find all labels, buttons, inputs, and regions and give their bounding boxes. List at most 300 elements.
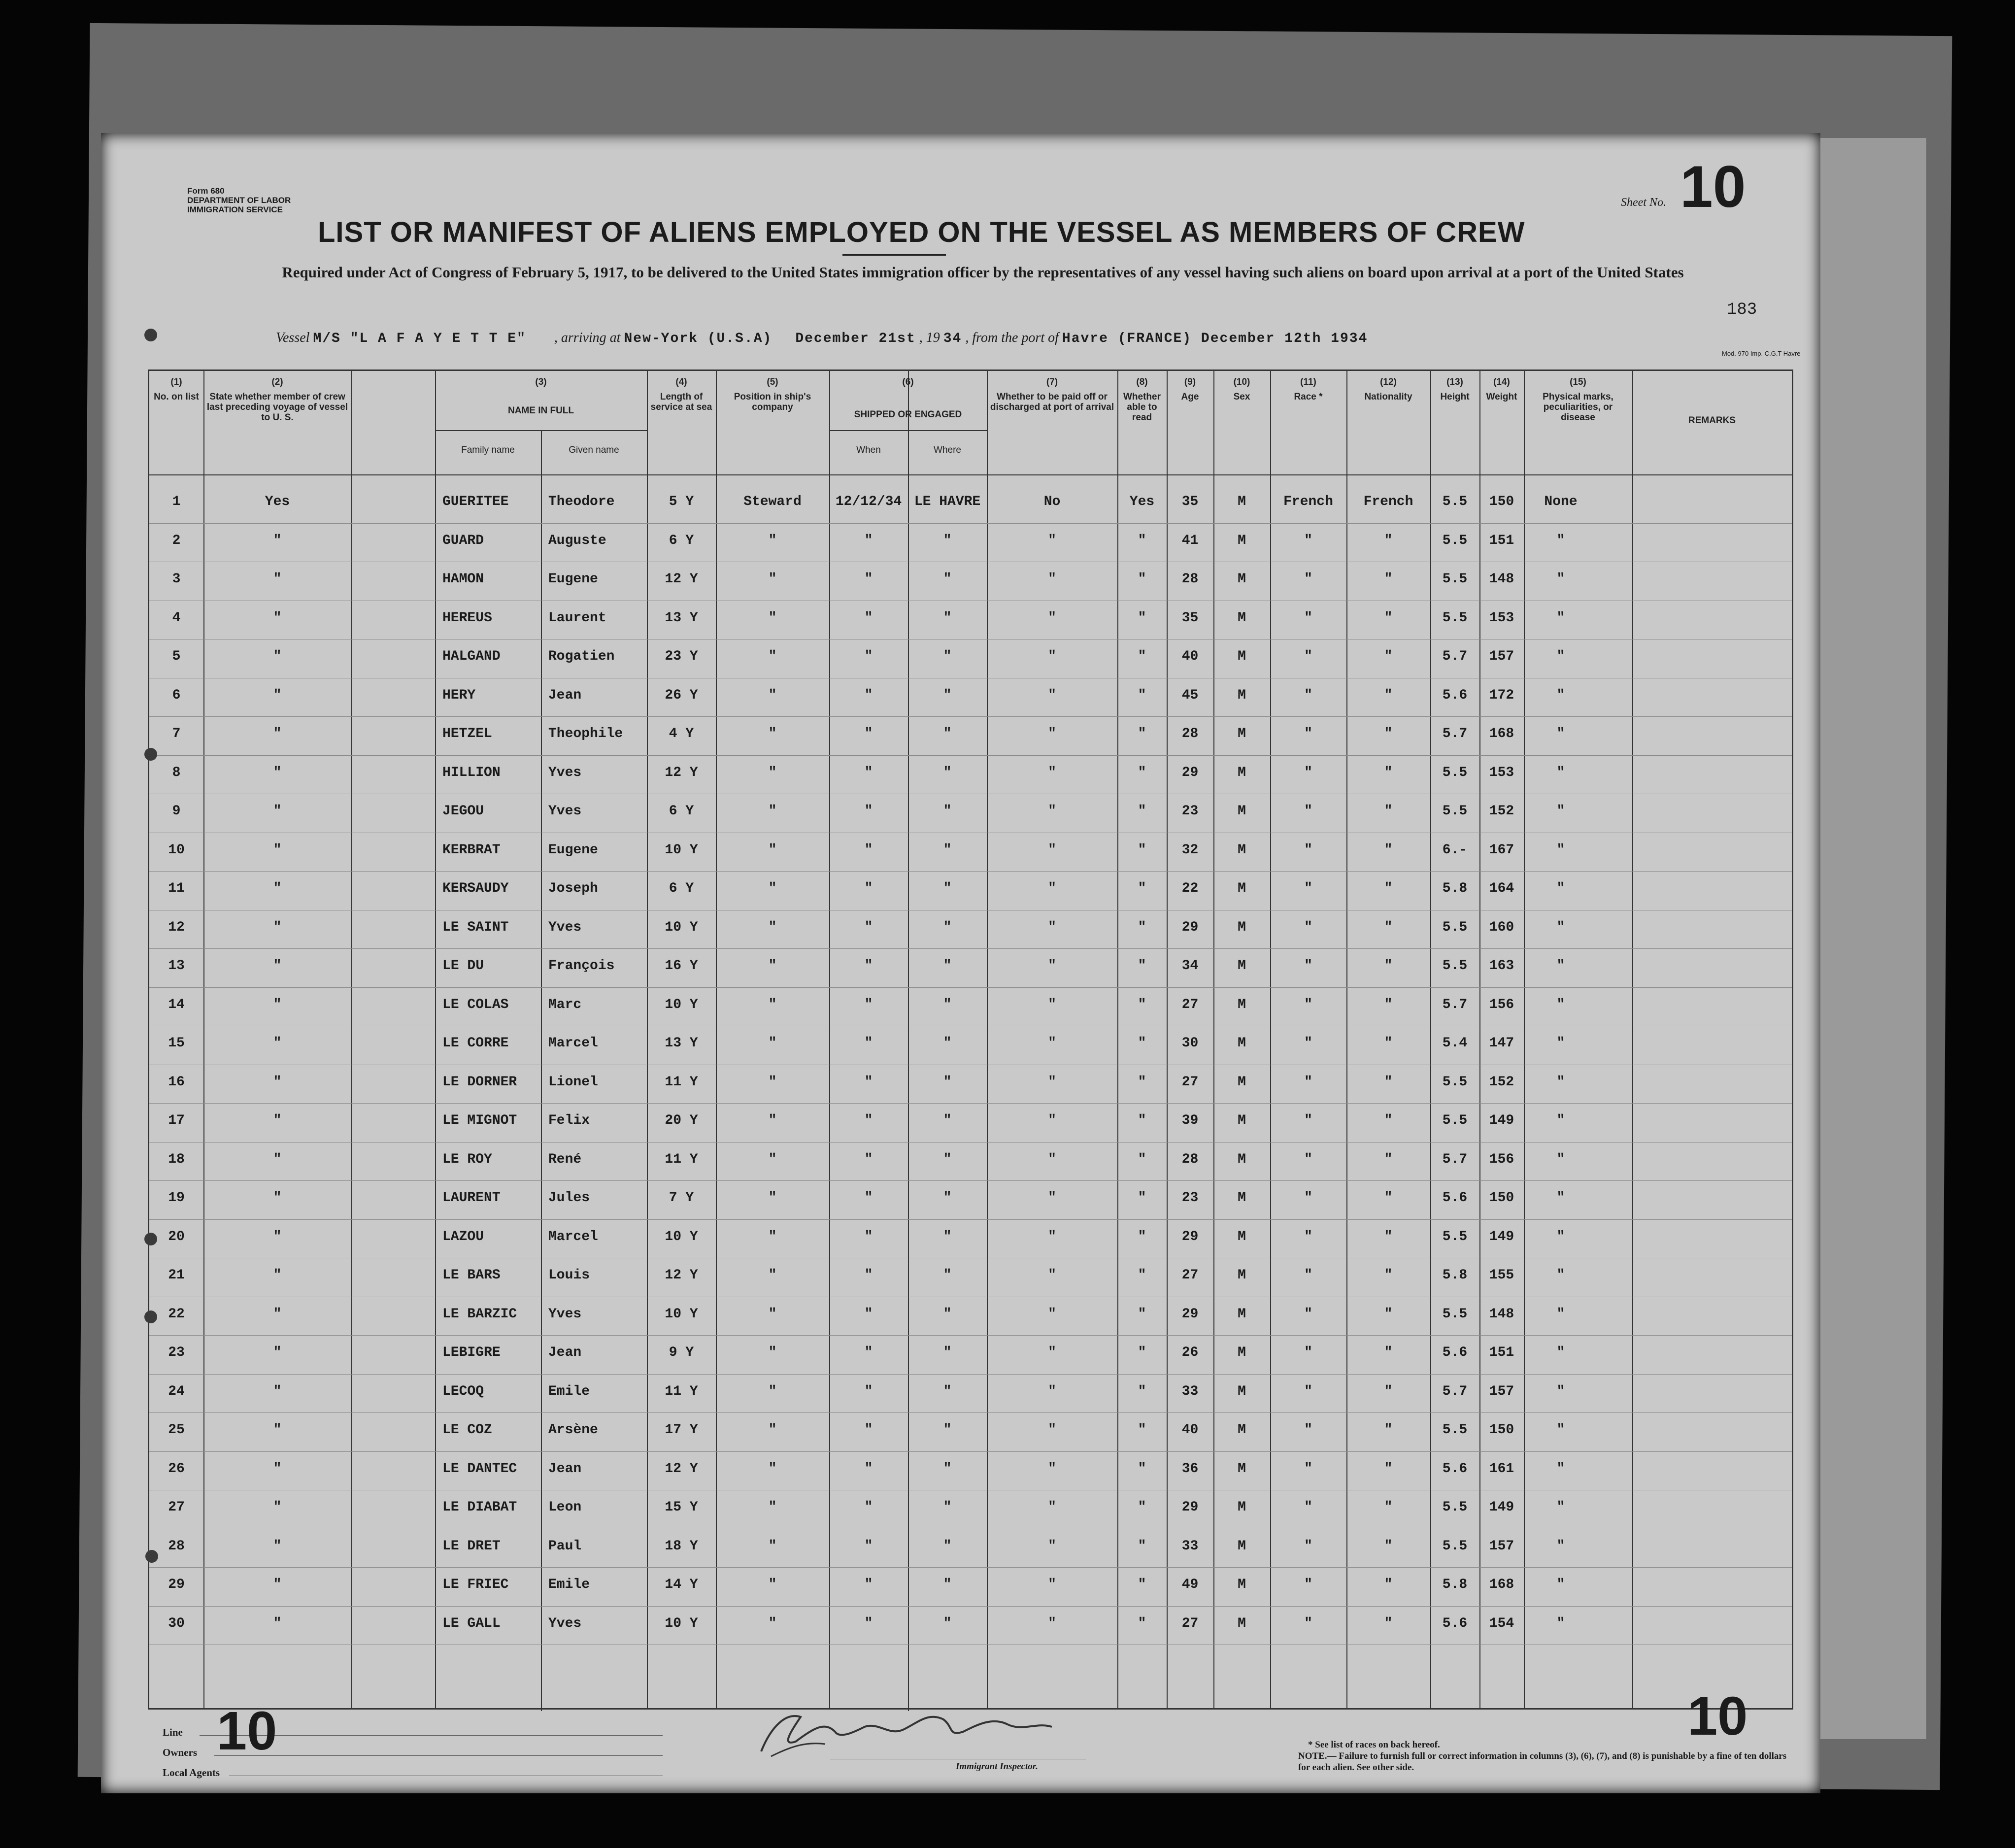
cell-when: ": [864, 610, 873, 626]
cell-sex: M: [1238, 1422, 1246, 1438]
column-header: Whether able to read: [1123, 392, 1161, 423]
cell-given: Jean: [548, 1345, 582, 1360]
punch-hole: [144, 329, 157, 341]
cell-read: ": [1138, 1036, 1146, 1051]
cell-weight: 156: [1489, 997, 1514, 1012]
cell-given: Arsène: [548, 1422, 598, 1438]
cell-service: 20 Y: [665, 1113, 698, 1128]
cell-race: ": [1304, 533, 1312, 548]
cell-weight: 147: [1489, 1036, 1514, 1051]
cell-no: 30: [168, 1615, 185, 1631]
cell-service: 17 Y: [665, 1422, 698, 1438]
cell-family: LE DORNER: [442, 1074, 517, 1090]
cell-marks: ": [1556, 1229, 1565, 1244]
cell-sex: M: [1238, 1615, 1246, 1631]
cell-sex: M: [1238, 997, 1246, 1012]
cell-height: 5.5: [1442, 1113, 1468, 1128]
cell-given: Yves: [548, 804, 582, 819]
cell-where: LE HAVRE: [914, 494, 981, 509]
cell-age: 29: [1181, 765, 1199, 780]
cell-given: Paul: [548, 1538, 582, 1554]
cell-family: KERSAUDY: [442, 881, 509, 896]
cell-when: ": [864, 1577, 873, 1592]
cell-read: ": [1138, 919, 1146, 935]
cell-height: 5.7: [1442, 1383, 1468, 1399]
cell-family: LE COLAS: [442, 997, 509, 1012]
cell-race: ": [1304, 687, 1312, 703]
cell-paid: ": [1048, 1422, 1056, 1438]
column-header: Whether to be paid off or discharged at port of arrival: [990, 392, 1114, 412]
cell-family: GUARD: [442, 533, 484, 548]
stamp-number-left: 10: [217, 1701, 277, 1761]
cell-when: ": [864, 1190, 873, 1206]
cell-no: 21: [168, 1268, 185, 1283]
cell-no: 3: [172, 571, 181, 587]
form-number: Form 680: [187, 186, 225, 196]
cell-marks: ": [1556, 1538, 1565, 1554]
punch-hole: [144, 748, 157, 761]
cell-marks: ": [1556, 997, 1565, 1012]
cell-age: 40: [1181, 649, 1199, 664]
cell-family: KERBRAT: [442, 842, 501, 858]
cell-family: LE MIGNOT: [442, 1113, 517, 1128]
arrival-year: 34: [943, 331, 962, 346]
cell-read: ": [1138, 687, 1146, 703]
cell-weight: 149: [1489, 1113, 1514, 1128]
cell-race: ": [1304, 1268, 1312, 1283]
cell-nat: ": [1384, 1190, 1393, 1206]
cell-read: ": [1138, 1229, 1146, 1244]
cell-position: ": [768, 649, 777, 664]
cell-position: ": [768, 881, 777, 896]
cell-read: ": [1138, 1538, 1146, 1554]
cell-nat: ": [1384, 765, 1393, 780]
cell-family: LE DRET: [442, 1538, 501, 1554]
cell-paid: ": [1048, 1190, 1056, 1206]
cell-marks: ": [1556, 1383, 1565, 1399]
departure-port: Havre (FRANCE) December 12th 1934: [1062, 331, 1368, 346]
column-header: Weight: [1486, 392, 1517, 402]
cell-paid: ": [1048, 881, 1056, 896]
cell-marks: ": [1556, 1500, 1565, 1515]
cell-age: 40: [1181, 1422, 1199, 1438]
cell-no: 9: [172, 804, 181, 819]
cell-height: 5.6: [1442, 1345, 1468, 1360]
cell-when: ": [864, 1229, 873, 1244]
cell-race: ": [1304, 1461, 1312, 1477]
cell-weight: 152: [1489, 1074, 1514, 1090]
cell-race: ": [1304, 1500, 1312, 1515]
cell-sex: M: [1238, 571, 1246, 587]
cell-paid: ": [1048, 765, 1056, 780]
local-agents-label: Local Agents: [163, 1767, 220, 1779]
cell-weight: 153: [1489, 765, 1514, 780]
column-divider: [1632, 371, 1633, 1708]
cell-race: ": [1304, 1190, 1312, 1206]
cell-when: ": [864, 765, 873, 780]
cell-sex: M: [1238, 1190, 1246, 1206]
cell-nat: ": [1384, 571, 1393, 587]
cell-read: ": [1138, 1151, 1146, 1167]
cell-sex: M: [1238, 1461, 1246, 1477]
row-rule: [149, 1103, 1792, 1104]
cell-weight: 149: [1489, 1229, 1514, 1244]
cell-crew: ": [273, 1422, 282, 1438]
cell-when: ": [864, 1151, 873, 1167]
cell-height: 6.-: [1442, 842, 1468, 858]
cell-service: 6 Y: [669, 881, 694, 896]
cell-marks: ": [1556, 1190, 1565, 1206]
cell-no: 11: [168, 881, 185, 896]
cell-given: Joseph: [548, 881, 598, 896]
cell-age: 39: [1181, 1113, 1199, 1128]
cell-given: Emile: [548, 1577, 590, 1592]
cell-crew: ": [273, 1500, 282, 1515]
cell-paid: ": [1048, 1229, 1056, 1244]
column-subheader: When: [856, 445, 881, 455]
cell-weight: 151: [1489, 1345, 1514, 1360]
cell-given: Marcel: [548, 1229, 598, 1244]
cell-paid: ": [1048, 1500, 1056, 1515]
cell-read: ": [1138, 1422, 1146, 1438]
footnote-races: * See list of races on back hereof.: [1308, 1740, 1440, 1750]
cell-paid: ": [1048, 533, 1056, 548]
cell-position: Steward: [743, 494, 802, 509]
cell-given: Yves: [548, 1615, 582, 1631]
cell-position: ": [768, 842, 777, 858]
cell-crew: ": [273, 533, 282, 548]
cell-age: 29: [1181, 1500, 1199, 1515]
cell-service: 16 Y: [665, 958, 698, 974]
cell-service: 15 Y: [665, 1500, 698, 1515]
cell-marks: ": [1556, 571, 1565, 587]
cell-race: ": [1304, 1151, 1312, 1167]
cell-when: ": [864, 1268, 873, 1283]
cell-service: 6 Y: [669, 804, 694, 819]
cell-weight: 168: [1489, 726, 1514, 741]
cell-nat: ": [1384, 1151, 1393, 1167]
cell-age: 41: [1181, 533, 1199, 548]
cell-marks: ": [1556, 533, 1565, 548]
cell-service: 6 Y: [669, 533, 694, 548]
cell-race: ": [1304, 1229, 1312, 1244]
from-label: , from the port of: [965, 330, 1059, 345]
cell-paid: ": [1048, 1383, 1056, 1399]
cell-position: ": [768, 997, 777, 1012]
row-rule: [149, 523, 1792, 524]
cell-nat: ": [1384, 842, 1393, 858]
cell-paid: ": [1048, 649, 1056, 664]
cell-service: 10 Y: [665, 1615, 698, 1631]
vessel-line: [276, 330, 1368, 346]
cell-crew: ": [273, 1615, 282, 1631]
cell-position: ": [768, 1538, 777, 1554]
cell-nat: French: [1363, 494, 1413, 509]
cell-height: 5.5: [1442, 1538, 1468, 1554]
cell-position: ": [768, 1500, 777, 1515]
column-number: (7): [1046, 377, 1058, 387]
column-header: Height: [1440, 392, 1470, 402]
cell-weight: 153: [1489, 610, 1514, 626]
cell-given: Theophile: [548, 726, 623, 741]
column-header: REMARKS: [1688, 415, 1736, 426]
cell-where: ": [943, 649, 952, 664]
footnote-fine: [1298, 1750, 1791, 1773]
cell-marks: ": [1556, 726, 1565, 741]
owners-rule: [214, 1755, 663, 1756]
cell-age: 33: [1181, 1538, 1199, 1554]
cell-when: ": [864, 1113, 873, 1128]
row-rule: [149, 871, 1792, 872]
cell-service: 18 Y: [665, 1538, 698, 1554]
cell-position: ": [768, 1113, 777, 1128]
cell-read: ": [1138, 1615, 1146, 1631]
cell-paid: ": [1048, 1113, 1056, 1128]
cell-age: 23: [1181, 1190, 1199, 1206]
crew-table: [148, 370, 1793, 1710]
cell-sex: M: [1238, 1074, 1246, 1090]
cell-where: ": [943, 1229, 952, 1244]
cell-no: 24: [168, 1383, 185, 1399]
cell-sex: M: [1238, 494, 1246, 509]
cell-no: 8: [172, 765, 181, 780]
cell-paid: ": [1048, 1345, 1056, 1360]
cell-position: ": [768, 1306, 777, 1322]
cell-service: 11 Y: [665, 1074, 698, 1090]
cell-age: 36: [1181, 1461, 1199, 1477]
cell-when: ": [864, 571, 873, 587]
cell-position: ": [768, 1422, 777, 1438]
cell-when: ": [864, 919, 873, 935]
inspector-signature: [741, 1697, 1062, 1761]
column-number: (8): [1136, 377, 1148, 387]
cell-height: 5.5: [1442, 1229, 1468, 1244]
cell-read: ": [1138, 1500, 1146, 1515]
cell-nat: ": [1384, 1268, 1393, 1283]
cell-no: 29: [168, 1577, 185, 1592]
cell-paid: ": [1048, 1268, 1056, 1283]
note-label: NOTE.: [1298, 1751, 1327, 1761]
cell-when: ": [864, 804, 873, 819]
cell-sex: M: [1238, 726, 1246, 741]
cell-no: 26: [168, 1461, 185, 1477]
cell-weight: 150: [1489, 1190, 1514, 1206]
cell-height: 5.5: [1442, 1074, 1468, 1090]
cell-crew: ": [273, 765, 282, 780]
cell-race: ": [1304, 958, 1312, 974]
cell-race: ": [1304, 1422, 1312, 1438]
row-rule: [149, 755, 1792, 756]
manifest-page: [101, 133, 1820, 1793]
cell-age: 27: [1181, 1615, 1199, 1631]
form-department: DEPARTMENT OF LABOR: [187, 196, 291, 205]
cell-nat: ": [1384, 1461, 1393, 1477]
page-subtitle: Required under Act of Congress of February 5, 1917, to be delivered to the United States immigration officer by the representatives of any vessel having such aliens on board upon arrival at a port of the United States: [282, 264, 1684, 281]
cell-service: 7 Y: [669, 1190, 694, 1206]
cell-paid: ": [1048, 1036, 1056, 1051]
cell-read: ": [1138, 765, 1146, 780]
cell-position: ": [768, 919, 777, 935]
column-number: (4): [675, 377, 687, 387]
cell-weight: 151: [1489, 533, 1514, 548]
cell-height: 5.4: [1442, 1036, 1468, 1051]
cell-crew: ": [273, 997, 282, 1012]
column-number: (6): [902, 377, 914, 387]
cell-where: ": [943, 804, 952, 819]
cell-nat: ": [1384, 804, 1393, 819]
cell-race: ": [1304, 881, 1312, 896]
cell-height: 5.5: [1442, 610, 1468, 626]
column-number: (10): [1233, 377, 1250, 387]
cell-position: ": [768, 1036, 777, 1051]
cell-family: LE DIABAT: [442, 1500, 517, 1515]
cell-given: Rogatien: [548, 649, 615, 664]
cell-height: 5.8: [1442, 881, 1468, 896]
column-divider: [351, 371, 352, 1708]
cell-read: ": [1138, 1268, 1146, 1283]
column-header: Physical marks, peculiarities, or disease: [1543, 392, 1613, 423]
cell-height: 5.6: [1442, 687, 1468, 703]
cell-marks: ": [1556, 649, 1565, 664]
cell-read: ": [1138, 1345, 1146, 1360]
row-rule: [149, 1567, 1792, 1568]
arriving-label: , arriving at: [554, 330, 621, 345]
cell-given: Eugene: [548, 571, 598, 587]
cell-given: Jean: [548, 687, 582, 703]
form-header: [187, 186, 291, 214]
cell-no: 16: [168, 1074, 185, 1090]
vessel-label: Vessel: [276, 330, 310, 345]
cell-sex: M: [1238, 1345, 1246, 1360]
cell-age: 45: [1181, 687, 1199, 703]
cell-given: Jean: [548, 1461, 582, 1477]
cell-height: 5.6: [1442, 1190, 1468, 1206]
cell-family: LE SAINT: [442, 919, 509, 935]
cell-read: ": [1138, 1306, 1146, 1322]
cell-sex: M: [1238, 919, 1246, 935]
cell-family: HILLION: [442, 765, 501, 780]
cell-age: 28: [1181, 1151, 1199, 1167]
footnote: [1298, 1739, 1791, 1773]
cell-family: LE DANTEC: [442, 1461, 517, 1477]
cell-read: ": [1138, 958, 1146, 974]
cell-when: ": [864, 1615, 873, 1631]
row-rule: [149, 1374, 1792, 1375]
title-rule: [842, 254, 946, 256]
cell-nat: ": [1384, 1422, 1393, 1438]
stamp-number-right: 10: [1687, 1686, 1748, 1747]
cell-race: ": [1304, 1345, 1312, 1360]
cell-given: Auguste: [548, 533, 606, 548]
cell-service: 23 Y: [665, 649, 698, 664]
cell-nat: ": [1384, 1500, 1393, 1515]
vessel-name: M/S "L A F A Y E T T E": [313, 331, 526, 346]
cell-where: ": [943, 533, 952, 548]
cell-when: ": [864, 1461, 873, 1477]
cell-nat: ": [1384, 958, 1393, 974]
cell-height: 5.8: [1442, 1577, 1468, 1592]
cell-no: 19: [168, 1190, 185, 1206]
cell-marks: ": [1556, 842, 1565, 858]
cell-where: ": [943, 1500, 952, 1515]
cell-marks: ": [1556, 919, 1565, 935]
row-rule: [149, 1606, 1792, 1607]
cell-read: ": [1138, 1577, 1146, 1592]
cell-where: ": [943, 1538, 952, 1554]
cell-nat: ": [1384, 1036, 1393, 1051]
cell-height: 5.5: [1442, 1500, 1468, 1515]
cell-position: ": [768, 1074, 777, 1090]
cell-marks: ": [1556, 1345, 1565, 1360]
cell-no: 13: [168, 958, 185, 974]
column-header: Nationality: [1364, 392, 1412, 402]
column-number: (12): [1380, 377, 1397, 387]
cell-marks: ": [1556, 804, 1565, 819]
cell-given: François: [548, 958, 615, 974]
cell-where: ": [943, 571, 952, 587]
cell-age: 35: [1181, 610, 1199, 626]
column-subheader: Family name: [461, 445, 515, 455]
cell-sex: M: [1238, 687, 1246, 703]
cell-read: ": [1138, 533, 1146, 548]
cell-read: ": [1138, 610, 1146, 626]
column-number: (14): [1493, 377, 1510, 387]
cell-paid: ": [1048, 1306, 1056, 1322]
cell-sex: M: [1238, 1500, 1246, 1515]
cell-paid: ": [1048, 919, 1056, 935]
cell-marks: ": [1556, 1615, 1565, 1631]
cell-paid: ": [1048, 842, 1056, 858]
page-title: LIST OR MANIFEST OF ALIENS EMPLOYED ON THE VESSEL AS MEMBERS OF CREW: [318, 216, 1525, 248]
cell-height: 5.5: [1442, 804, 1468, 819]
cell-service: 10 Y: [665, 842, 698, 858]
cell-no: 7: [172, 726, 181, 741]
page-reference-number: 183: [1727, 301, 1757, 319]
column-subheader: Given name: [569, 445, 619, 455]
cell-when: ": [864, 881, 873, 896]
cell-race: ": [1304, 1577, 1312, 1592]
cell-race: ": [1304, 726, 1312, 741]
cell-family: LE FRIEC: [442, 1577, 509, 1592]
cell-nat: ": [1384, 997, 1393, 1012]
cell-service: 12 Y: [665, 765, 698, 780]
cell-where: ": [943, 1422, 952, 1438]
cell-height: 5.7: [1442, 997, 1468, 1012]
cell-sex: M: [1238, 1306, 1246, 1322]
cell-when: ": [864, 1422, 873, 1438]
cell-family: LE GALL: [442, 1615, 501, 1631]
cell-weight: 157: [1489, 649, 1514, 664]
cell-no: 25: [168, 1422, 185, 1438]
cell-sex: M: [1238, 1538, 1246, 1554]
cell-weight: 155: [1489, 1268, 1514, 1283]
cell-height: 5.7: [1442, 1151, 1468, 1167]
cell-sex: M: [1238, 881, 1246, 896]
line-label: Line: [163, 1726, 183, 1738]
cell-nat: ": [1384, 881, 1393, 896]
cell-age: 27: [1181, 997, 1199, 1012]
cell-service: 10 Y: [665, 919, 698, 935]
cell-paid: ": [1048, 610, 1056, 626]
cell-race: ": [1304, 919, 1312, 935]
cell-age: 23: [1181, 804, 1199, 819]
cell-nat: ": [1384, 687, 1393, 703]
cell-sex: M: [1238, 1113, 1246, 1128]
cell-no: 5: [172, 649, 181, 664]
cell-no: 20: [168, 1229, 185, 1244]
cell-where: ": [943, 997, 952, 1012]
cell-family: LE ROY: [442, 1151, 492, 1167]
